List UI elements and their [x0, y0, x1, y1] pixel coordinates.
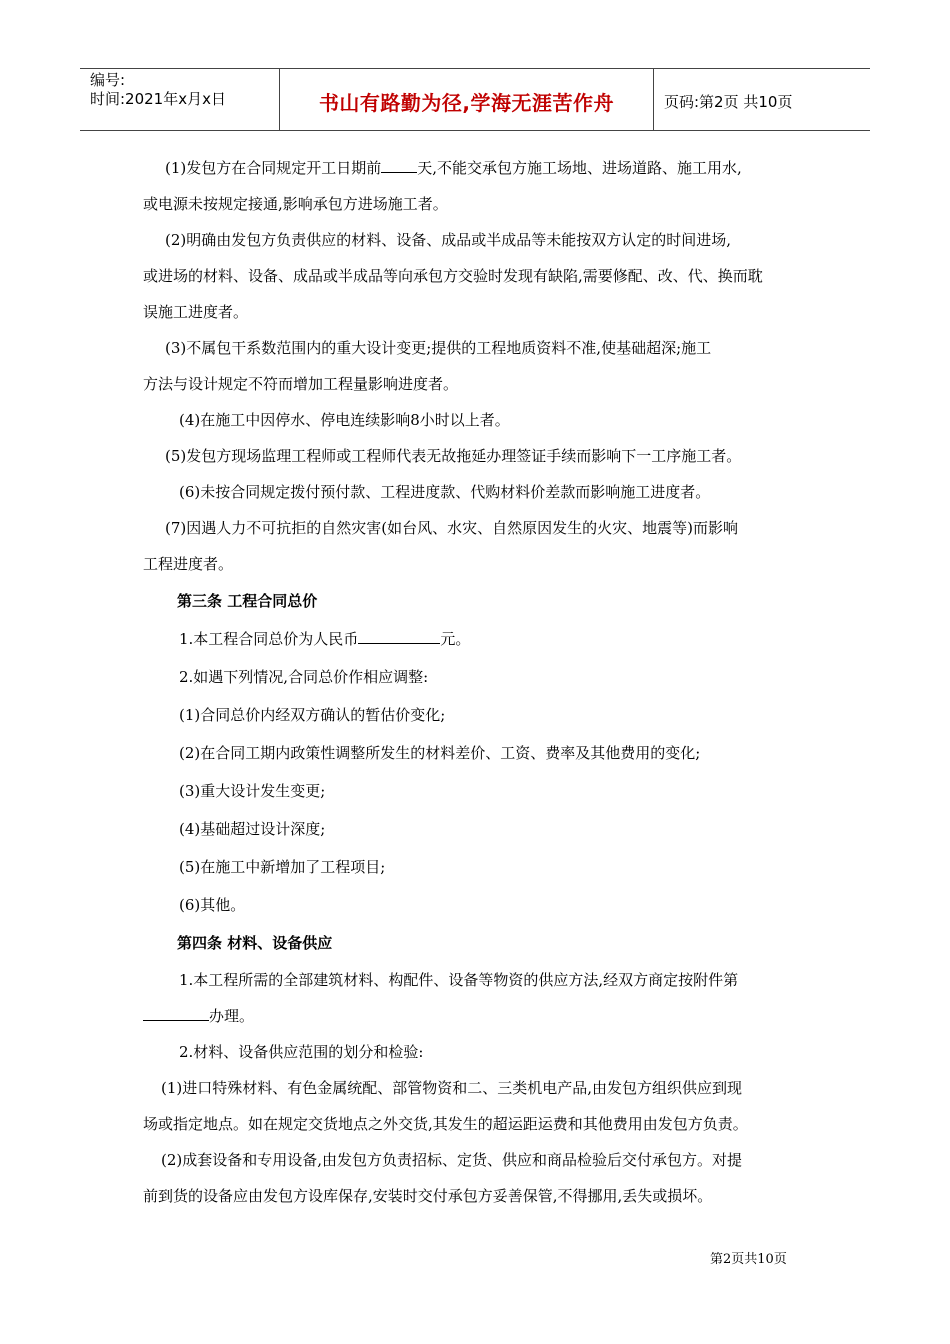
article-3-subitem: (1)合同总价内经双方确认的暂估价变化; [179, 706, 446, 724]
fill-blank [358, 629, 440, 644]
article-3-subitem: (6)其他。 [179, 896, 246, 914]
paragraph-clause-7: (7)因遇人力不可抗拒的自然灾害(如台风、水灾、自然原因发生的火灾、地震等)而影响 [165, 519, 738, 537]
article-4-item-1: 1.本工程所需的全部建筑材料、构配件、设备等物资的供应方法,经双方商定按附件第 [179, 971, 739, 989]
article-3-heading: 第三条 工程合同总价 [177, 592, 318, 610]
article-3-subitem: (3)重大设计发生变更; [179, 782, 326, 800]
paragraph-clause-3: (3)不属包干系数范围内的重大设计变更;提供的工程地质资料不准,使基础超深;施工 [165, 339, 712, 357]
header-page-info: 页码:第2页 共10页 [664, 93, 793, 111]
document-number-label: 编号: [90, 71, 126, 89]
paragraph-clause-4: (4)在施工中因停水、停电连续影响8小时以上者。 [179, 411, 510, 429]
article-4-subitem-1: (1)进口特殊材料、有色金属统配、部管物资和二、三类机电产品,由发包方组织供应到现 [161, 1079, 743, 1097]
paragraph-clause-2: (2)明确由发包方负责供应的材料、设备、成品或半成品等未能按双方认定的时间进场, [165, 231, 732, 249]
document-time-label: 时间:2021年x月x日 [90, 90, 226, 108]
paragraph-line: 或进场的材料、设备、成品或半成品等向承包方交验时发现有缺陷,需要修配、改、代、换而耽 [143, 267, 763, 285]
article-4-heading: 第四条 材料、设备供应 [177, 934, 333, 952]
article-3-item-1: 1.本工程合同总价为人民币 元。 [179, 630, 471, 648]
article-3-subitem: (2)在合同工期内政策性调整所发生的材料差价、工资、费率及其他费用的变化; [179, 744, 701, 762]
page-footer: 第2页共10页 [710, 1252, 787, 1267]
paragraph-line: 工程进度者。 [143, 555, 234, 573]
article-4-item-2: 2.材料、设备供应范围的划分和检验: [179, 1043, 424, 1061]
page-header [80, 68, 870, 131]
paragraph-line: 前到货的设备应由发包方设库保存,安装时交付承包方妥善保管,不得挪用,丢失或损坏。 [143, 1187, 713, 1205]
fill-blank [381, 158, 417, 173]
fill-blank [143, 1006, 209, 1021]
article-3-subitem: (4)基础超过设计深度; [179, 820, 326, 838]
article-3-item-2: 2.如遇下列情况,合同总价作相应调整: [179, 668, 429, 686]
document-body [143, 150, 815, 1214]
paragraph-clause-6: (6)未按合同规定拨付预付款、工程进度款、代购材料价差款而影响施工进度者。 [179, 483, 711, 501]
paragraph-clause-1: (1)发包方在合同规定开工日期前 天,不能交承包方施工场地、进场道路、施工用水, [165, 159, 742, 177]
header-meta [80, 69, 280, 130]
article-3-subitem: (5)在施工中新增加了工程项目; [179, 858, 386, 876]
paragraph-line: 场或指定地点。如在规定交货地点之外交货,其发生的超运距运费和其他费用由发包方负责。 [143, 1115, 748, 1133]
paragraph-clause-5: (5)发包方现场监理工程师或工程师代表无故拖延办理签证手续而影响下一工序施工者。 [165, 447, 742, 465]
header-motto: 书山有路勤为径,学海无涯苦作舟 [280, 69, 654, 130]
paragraph-line: 方法与设计规定不符而增加工程量影响进度者。 [143, 375, 459, 393]
paragraph-line: 或电源未按规定接通,影响承包方进场施工者。 [143, 195, 448, 213]
article-4-item-1-cont: 办理。 [143, 998, 815, 1034]
paragraph-line: 误施工进度者。 [143, 303, 249, 321]
article-4-subitem-2: (2)成套设备和专用设备,由发包方负责招标、定货、供应和商品检验后交付承包方。对提 [161, 1151, 743, 1169]
